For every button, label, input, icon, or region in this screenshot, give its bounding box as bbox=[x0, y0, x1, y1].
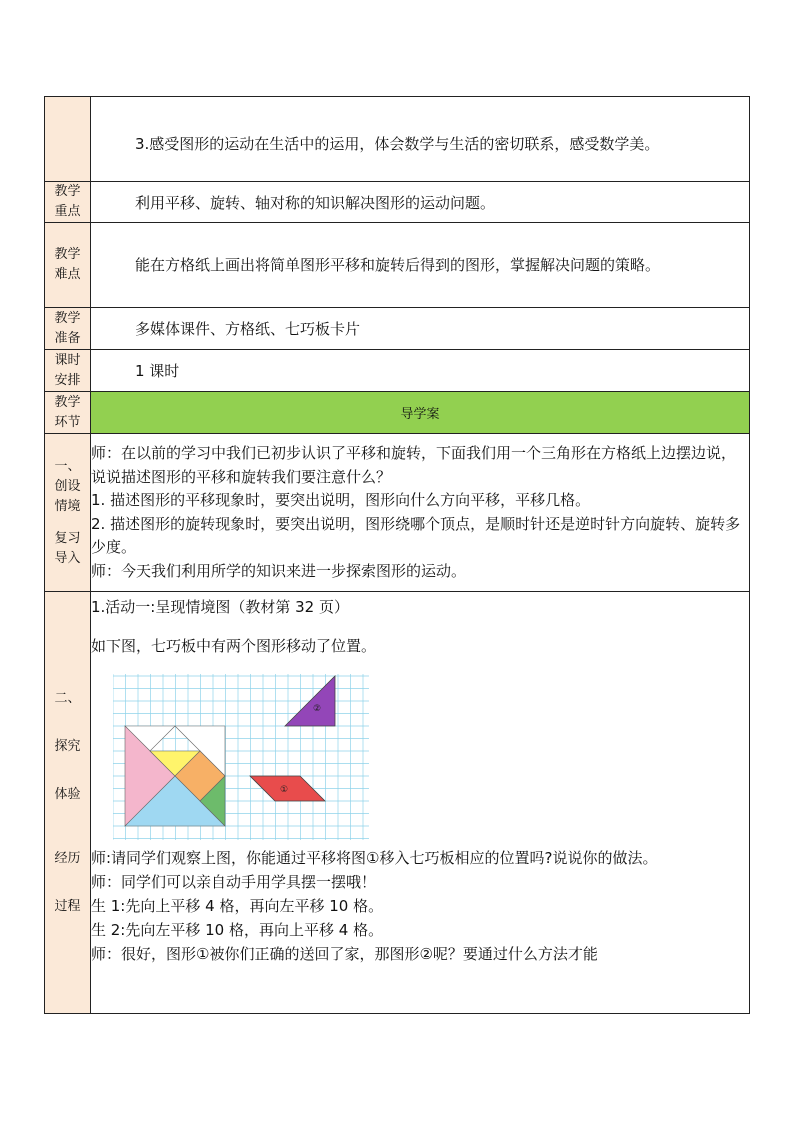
dialogue-line: 师：同学们可以亲自动手用学具摆一摆哦！ bbox=[91, 873, 377, 891]
stage-label: 教学 环节 bbox=[45, 392, 91, 434]
schedule-row bbox=[45, 350, 750, 392]
section-1-label: 一、 创设 情境 复习 导入 bbox=[45, 434, 91, 592]
section-2-content bbox=[91, 592, 750, 1014]
preparation-row bbox=[45, 308, 750, 350]
difficulty-text: 能在方格纸上画出将简单图形平移和旋转后得到的图形，掌握解决问题的策略。 bbox=[135, 256, 661, 274]
difficulty-cell bbox=[91, 223, 750, 308]
key-point-row bbox=[45, 182, 750, 223]
section-1-row bbox=[45, 434, 750, 592]
shape-1-label: ① bbox=[279, 785, 289, 795]
goal-cell bbox=[91, 97, 750, 182]
section-2-label: 二、 探究 体验 经历 过程 bbox=[45, 592, 91, 1014]
section-2-row bbox=[45, 592, 750, 1014]
activity-title: 1.活动一:呈现情境图（教材第 32 页） bbox=[91, 598, 349, 616]
key-point-text: 利用平移、旋转、轴对称的知识解决图形的运动问题。 bbox=[135, 193, 496, 212]
preparation-cell bbox=[91, 308, 750, 350]
goal-row bbox=[45, 97, 750, 182]
schedule-cell bbox=[91, 350, 750, 392]
dialogue-block bbox=[91, 846, 749, 966]
section-1-line: 师：在以前的学习中我们已初步认识了平移和旋转，下面我们用一个三角形在方格纸上边摆边说，说说描述图形的平移和旋转我们要注意什么？ bbox=[91, 444, 737, 486]
preparation-label: 教学 准备 bbox=[45, 308, 91, 350]
schedule-label: 课时 安排 bbox=[45, 350, 91, 392]
section-1-content bbox=[91, 434, 750, 592]
section-1-line: 1. 描述图形的平移现象时，要突出说明，图形向什么方向平移，平移几格。 bbox=[91, 491, 591, 509]
goal-3-text: 3.感受图形的运动在生活中的运用，体会数学与生活的密切联系，感受数学美。 bbox=[135, 135, 660, 153]
key-point-cell bbox=[91, 182, 750, 223]
dialogue-line: 师：很好，图形①被你们正确的送回了家，那图形②呢？要通过什么方法才能 bbox=[91, 945, 598, 963]
dialogue-line: 生 2:先向左平移 10 格，再向上平移 4 格。 bbox=[91, 921, 384, 939]
tangram-grid-figure bbox=[113, 674, 369, 840]
preparation-text: 多媒体课件、方格纸、七巧板卡片 bbox=[135, 320, 361, 338]
section-1-line: 师：今天我们利用所学的知识来进一步探索图形的运动。 bbox=[91, 561, 467, 580]
row-label-empty bbox=[45, 97, 91, 182]
section-1-line: 2. 描述图形的旋转现象时，要突出说明，图形绕哪个顶点，是顺时针还是逆时针方向旋转、旋转多少度。 bbox=[91, 514, 741, 556]
difficulty-label: 教学 难点 bbox=[45, 223, 91, 308]
stage-header-cell: 导学案 bbox=[91, 392, 750, 434]
lesson-plan-table bbox=[44, 96, 750, 1014]
difficulty-row bbox=[45, 223, 750, 308]
activity-intro: 如下图，七巧板中有两个图形移动了位置。 bbox=[91, 637, 377, 655]
dialogue-line: 师:请同学们观察上图，你能通过平移将图①移入七巧板相应的位置吗?说说你的做法。 bbox=[91, 849, 658, 867]
shape-2-label: ② bbox=[312, 704, 322, 714]
dialogue-line: 生 1:先向上平移 4 格，再向左平移 10 格。 bbox=[91, 897, 384, 915]
schedule-text: 1 课时 bbox=[135, 362, 180, 380]
stage-row bbox=[45, 392, 750, 434]
key-point-label: 教学 重点 bbox=[45, 182, 91, 223]
